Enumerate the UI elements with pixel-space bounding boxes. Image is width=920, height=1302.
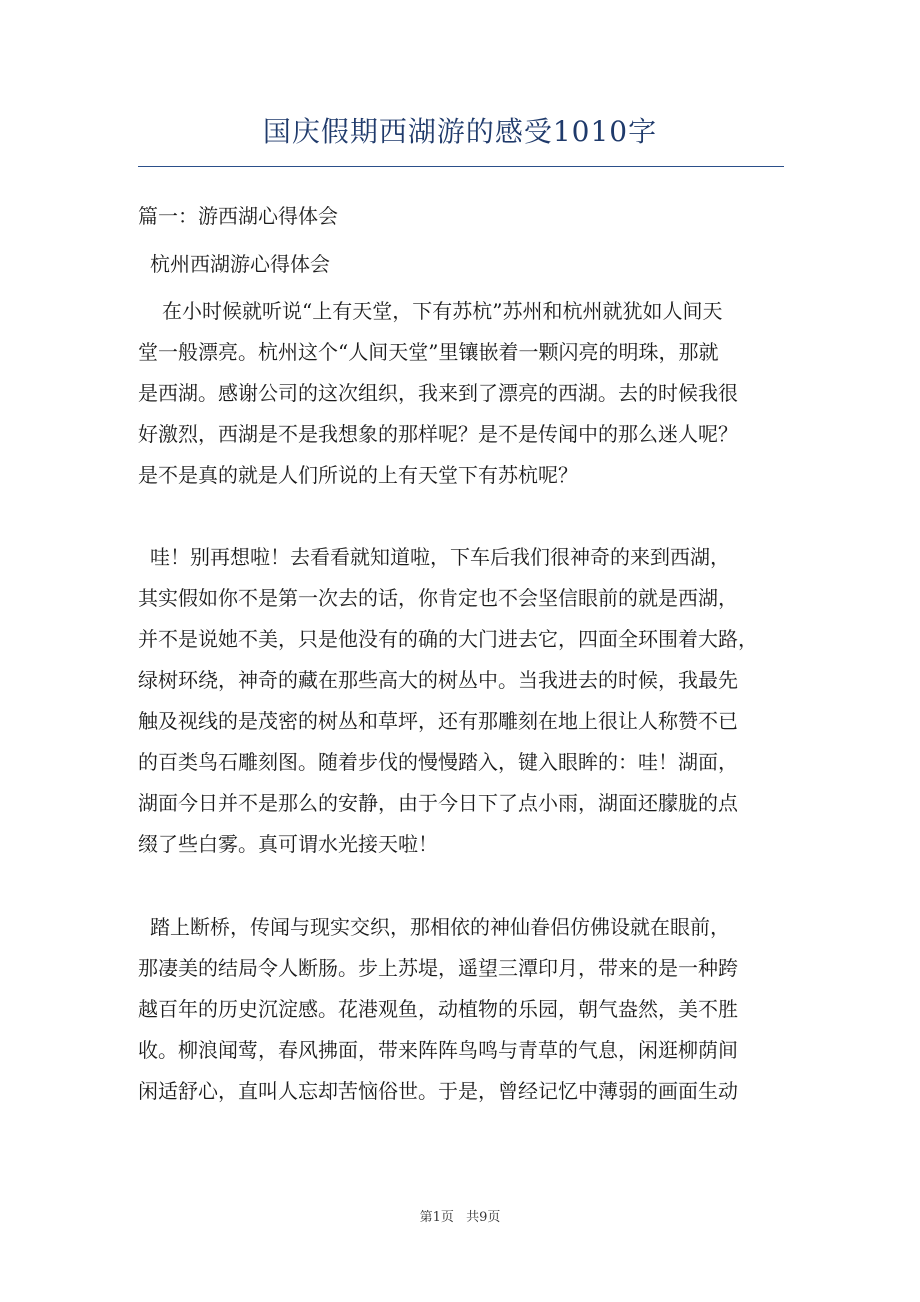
paragraph-2 [138, 537, 784, 865]
paragraph-1 [138, 291, 784, 496]
paragraph-line: 绿树环绕，神奇的藏在那些高大的树丛中。当我进去的时候，我最先 [138, 668, 738, 692]
paragraph-3 [138, 907, 784, 1112]
sub-heading: 杭州西湖游心得体会 [150, 252, 330, 276]
paragraph-line: 的百类鸟石雕刻图。随着步伐的慢慢踏入，键入眼眸的：哇！湖面， [138, 750, 738, 774]
paragraph-line: 其实假如你不是第一次去的话，你肯定也不会坚信眼前的就是西湖， [138, 586, 738, 610]
paragraph-line: 收。柳浪闻莺，春风拂面，带来阵阵鸟鸣与青草的气息，闲逛柳荫间 [138, 1038, 738, 1062]
title-divider [138, 166, 784, 167]
paragraph-line: 在小时候就听说“上有天堂，下有苏杭”苏州和杭州就犹如人间天 [162, 299, 723, 323]
paragraph-line: 那凄美的结局令人断肠。步上苏堤，遥望三潭印月，带来的是一种跨 [138, 956, 738, 980]
paragraph-line: 闲适舒心，直叫人忘却苦恼俗世。于是，曾经记忆中薄弱的画面生动 [138, 1079, 738, 1103]
paragraph-line: 踏上断桥，传闻与现实交织，那相依的神仙眷侣仿佛设就在眼前， [150, 915, 730, 939]
paragraph-line: 是西湖。感谢公司的这次组织，我来到了漂亮的西湖。去的时候我很 [138, 381, 738, 405]
paragraph-line: 是不是真的就是人们所说的上有天堂下有苏杭呢？ [138, 463, 578, 487]
paragraph-line: 好激烈，西湖是不是我想象的那样呢？是不是传闻中的那么迷人呢？ [138, 422, 738, 446]
paragraph-line: 并不是说她不美，只是他没有的确的大门进去它，四面全环围着大路， [138, 627, 758, 651]
paragraph-line: 越百年的历史沉淀感。花港观鱼，动植物的乐园，朝气盎然，美不胜 [138, 997, 738, 1021]
page-footer [0, 1206, 920, 1225]
page-number: 第1页 [419, 1210, 454, 1225]
paragraph-line: 触及视线的是茂密的树丛和草坪，还有那雕刻在地上很让人称赞不已 [138, 709, 738, 733]
paragraph-line: 堂一般漂亮。杭州这个“人间天堂”里镶嵌着一颗闪亮的明珠，那就 [138, 340, 719, 364]
page-total: 共9页 [466, 1210, 501, 1225]
section-heading: 篇一：游西湖心得体会 [138, 204, 338, 228]
paragraph-line: 缀了些白雾。真可谓水光接天啦！ [138, 832, 438, 856]
paragraph-line: 湖面今日并不是那么的安静，由于今日下了点小雨，湖面还朦胧的点 [138, 791, 738, 815]
paragraph-line: 哇！别再想啦！去看看就知道啦，下车后我们很神奇的来到西湖， [150, 545, 730, 569]
document-title: 国庆假期西湖游的感受1010字 [262, 115, 658, 148]
